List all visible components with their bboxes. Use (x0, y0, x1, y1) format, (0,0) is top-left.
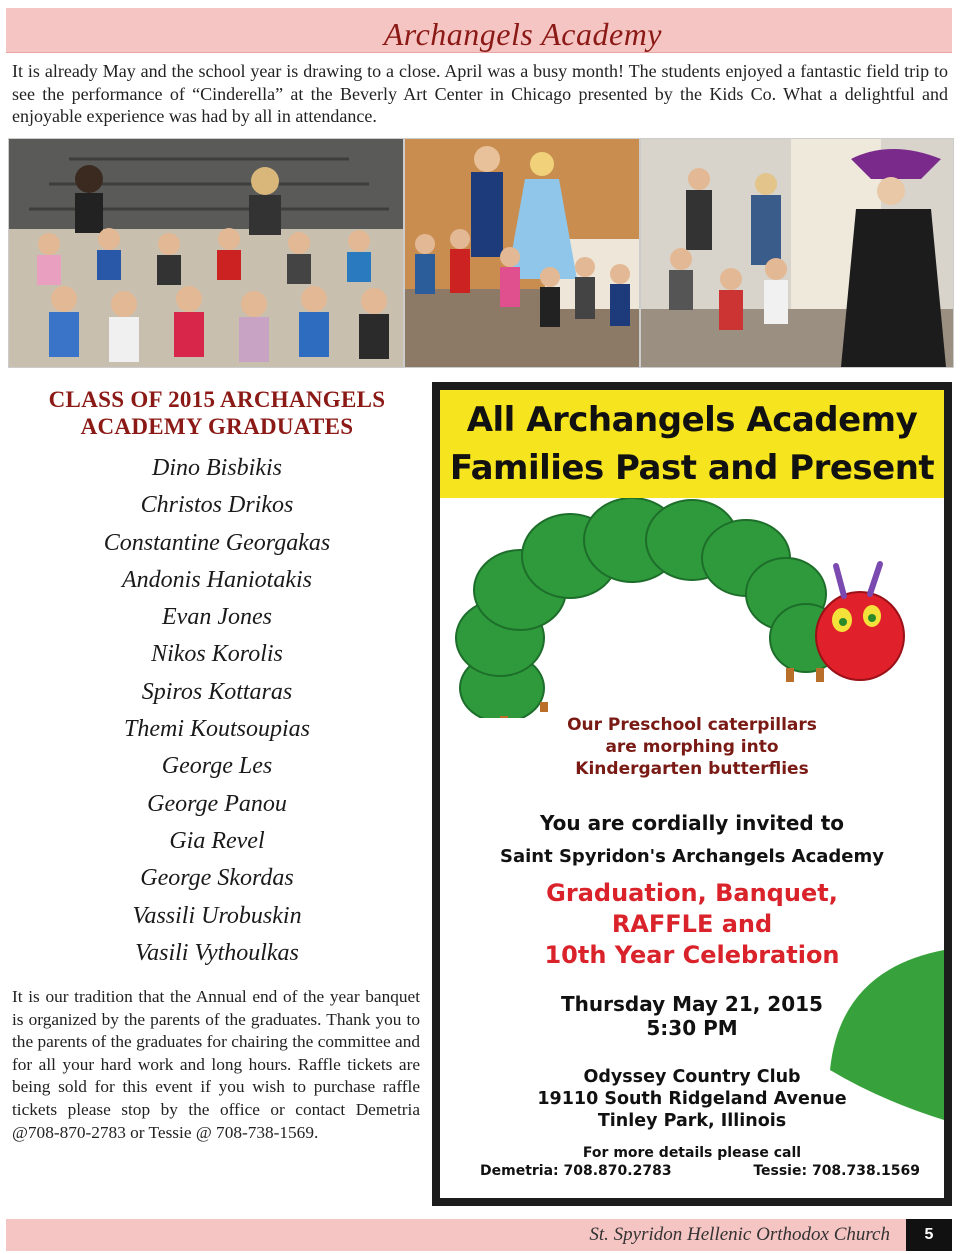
photo-cinderella-cast (404, 138, 640, 368)
flyer-subtitle-line: Our Preschool caterpillars (567, 715, 817, 735)
graduates-heading-line2: ACADEMY GRADUATES (80, 414, 354, 439)
caterpillar-illustration (440, 498, 944, 718)
graduate-name: George Panou (147, 790, 287, 817)
flyer-contact-tessie: Tessie: 708.738.1569 (753, 1163, 920, 1179)
tradition-paragraph: It is our tradition that the Annual end of the year banquet is organized by the parents of the graduates. Thank you to the parents of the graduates for chairing the committee and for all your hard work and long hours. Raffle tickets are being sold for this event if you wish to purchase raffle tickets please stop by the office or contact Demetria @708-870-2783 or Tessie @ 708-738-1569. (12, 987, 420, 1142)
graduate-name: Constantine Georgakas (103, 529, 331, 556)
flyer-time-line: 5:30 PM (646, 1016, 738, 1040)
graduate-name: Nikos Korolis (151, 641, 283, 668)
intro-paragraph: It is already May and the school year is drawing to a close. April was a busy month! The students enjoyed a fantastic field trip to see the performance of “Cinderella” at the Beverly Art Center in Chicago presented by the Kids Co. What a delightful and enjoyable experience was had by all in attendance. (12, 61, 948, 126)
flyer-venue-line: Odyssey Country Club (583, 1067, 801, 1087)
flyer-date (440, 992, 944, 1040)
flyer-invite-line: You are cordially invited to (539, 811, 844, 835)
graduate-name: Spiros Kottaras (141, 678, 293, 705)
graduate-name: Christos Drikos (140, 492, 294, 519)
graduates-list (12, 450, 422, 972)
flyer-invite (440, 806, 944, 874)
flyer-event-line: 10th Year Celebration (544, 941, 840, 969)
flyer-contacts (480, 1162, 920, 1180)
footer-church-name: St. Spyridon Hellenic Orthodox Church (589, 1224, 890, 1245)
graduate-name: Gia Revel (169, 827, 265, 854)
graduate-name: Vasili Vythoulkas (135, 939, 299, 966)
graduate-name: Dino Bisbikis (152, 455, 282, 481)
flyer-title-line1: All Archangels Academy (466, 400, 918, 440)
graduate-name: George Les (161, 753, 273, 780)
graduates-heading-line1: CLASS OF 2015 ARCHANGELS (48, 387, 386, 412)
flyer-event-line: RAFFLE and (611, 910, 773, 938)
flyer-contact-demetria: Demetria: 708.870.2783 (480, 1163, 672, 1179)
header-band (6, 8, 952, 53)
flyer-more-details: For more details please call (582, 1145, 802, 1161)
graduate-name: Themi Koutsoupias (123, 716, 311, 743)
flyer-event-line: Graduation, Banquet, (546, 879, 838, 907)
graduate-name: George Skordas (140, 865, 294, 892)
event-flyer (432, 382, 952, 1206)
graduate-name: Andonis Haniotakis (122, 566, 312, 593)
flyer-title-line2: Families Past and Present (449, 448, 935, 488)
graduate-name: Vassili Urobuskin (132, 902, 302, 929)
flyer-date-line: Thursday May 21, 2015 (561, 992, 823, 1016)
page-number: 5 (906, 1219, 952, 1251)
flyer-event (440, 878, 944, 971)
flyer-venue-line: 19110 South Ridgeland Avenue (537, 1089, 847, 1109)
footer-band (6, 1219, 952, 1251)
photo-witch-character (640, 138, 954, 368)
graduates-heading (12, 386, 422, 440)
flyer-subtitle-line: Kindergarten butterflies (575, 759, 809, 779)
flyer-subtitle (440, 714, 944, 780)
flyer-subtitle-line: are morphing into (605, 737, 779, 757)
graduate-name: Evan Jones (162, 604, 272, 631)
photo-class-on-stairs (8, 138, 404, 368)
page-title: Archangels Academy (383, 16, 662, 52)
flyer-invite-line: Saint Spyridon's Archangels Academy (500, 846, 884, 867)
flyer-venue (440, 1066, 944, 1132)
flyer-venue-line: Tinley Park, Illinois (597, 1111, 787, 1131)
flyer-inner (440, 390, 944, 1198)
flyer-title (440, 396, 944, 492)
